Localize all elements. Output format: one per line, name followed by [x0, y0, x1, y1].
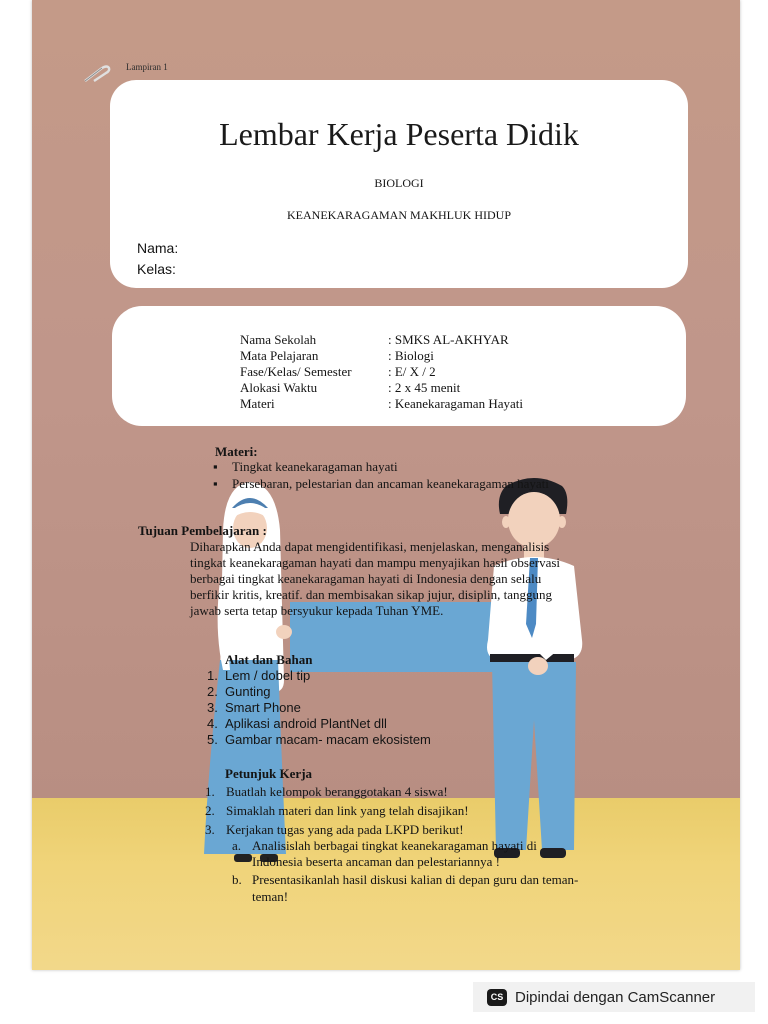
watermark-text: Dipindai dengan CamScanner	[515, 988, 716, 1006]
info-label-phase: Fase/Kelas/ Semester	[240, 364, 352, 379]
info-value-school: : SMKS AL-AKHYAR	[388, 332, 509, 347]
materi-item: Persebaran, pelestarian dan ancaman keanekaragaman hayati	[232, 476, 549, 491]
list-number: 1.	[205, 784, 215, 799]
tujuan-line: tingkat keanekaragaman hayati dan mampu menyajikan hasil observasi	[190, 555, 561, 570]
info-label-material: Materi	[240, 396, 275, 411]
alat-heading: Alat dan Bahan	[225, 652, 313, 667]
petunjuk-sub-b: Presentasikanlah hasil diskusi kalian di depan guru dan teman-	[252, 872, 579, 887]
name-field-label: Nama:	[137, 240, 179, 256]
tujuan-line: berbagai tingkat keanekaragaman hayati di Indonesia dengan selalu	[190, 571, 542, 586]
petunjuk-item: Kerjakan tugas yang ada pada LKPD berikut!	[226, 822, 464, 837]
title-card	[110, 80, 688, 288]
list-number: 1.	[207, 668, 218, 683]
materi-item: Tingkat keanekaragaman hayati	[232, 459, 398, 474]
alat-item: Gunting	[225, 684, 271, 699]
info-value-time: : 2 x 45 menit	[388, 380, 461, 395]
info-label-school: Nama Sekolah	[240, 332, 317, 347]
attachment-label: Lampiran 1	[126, 62, 168, 72]
list-number: 4.	[207, 716, 218, 731]
subject-title: BIOLOGI	[374, 176, 424, 190]
petunjuk-sub-a: Indonesia beserta ancaman dan pelestariannya !	[252, 854, 500, 869]
list-number: 2.	[205, 803, 215, 818]
scanner-watermark	[473, 982, 755, 1012]
topic-title: KEANEKARAGAMAN MAKHLUK HIDUP	[287, 208, 511, 222]
alat-item: Aplikasi android PlantNet dll	[225, 716, 387, 731]
paperclip-icon	[82, 62, 112, 84]
petunjuk-item: Simaklah materi dan link yang telah disajikan!	[226, 803, 469, 818]
tujuan-line: jawab serta tetap bersyukur kepada Tuhan YME.	[190, 603, 444, 618]
info-value-phase: : E/ X / 2	[388, 364, 436, 379]
petunjuk-item: Buatlah kelompok beranggotakan 4 siswa!	[226, 784, 448, 799]
info-value-material: : Keanekaragaman Hayati	[388, 396, 523, 411]
alat-item: Smart Phone	[225, 700, 301, 715]
class-field-label: Kelas:	[137, 261, 176, 277]
petunjuk-sub-a: Analisislah berbagai tingkat keanekaragaman hayati di	[252, 838, 537, 853]
camscanner-logo-icon: CS	[487, 989, 507, 1006]
page-title: Lembar Kerja Peserta Didik	[219, 116, 579, 152]
identity-card	[112, 306, 686, 426]
tujuan-line: Diharapkan Anda dapat mengidentifikasi, menjelaskan, menganalisis	[190, 539, 550, 554]
petunjuk-heading: Petunjuk Kerja	[225, 766, 313, 781]
info-label-time: Alokasi Waktu	[240, 380, 318, 395]
info-label-subject: Mata Pelajaran	[240, 348, 319, 363]
sub-letter: a.	[232, 838, 242, 853]
male-student-figure	[487, 478, 582, 858]
bullet-icon: ▪	[213, 476, 218, 491]
list-number: 2.	[207, 684, 218, 699]
tujuan-line: berfikir kritis, kreatif. dan membisakan sikap jujur, disiplin, tanggung	[190, 587, 552, 602]
alat-item: Gambar macam- macam ekosistem	[225, 732, 431, 747]
materi-heading: Materi:	[215, 444, 258, 459]
list-number: 3.	[205, 822, 215, 837]
petunjuk-sub-b: teman!	[252, 889, 289, 904]
alat-item: Lem / dobel tip	[225, 668, 311, 683]
tujuan-heading: Tujuan Pembelajaran :	[138, 523, 267, 538]
list-number: 3.	[207, 700, 218, 715]
bullet-icon: ▪	[213, 459, 218, 474]
info-value-subject: : Biologi	[388, 348, 434, 363]
list-number: 5.	[207, 732, 218, 747]
sub-letter: b.	[232, 872, 242, 887]
